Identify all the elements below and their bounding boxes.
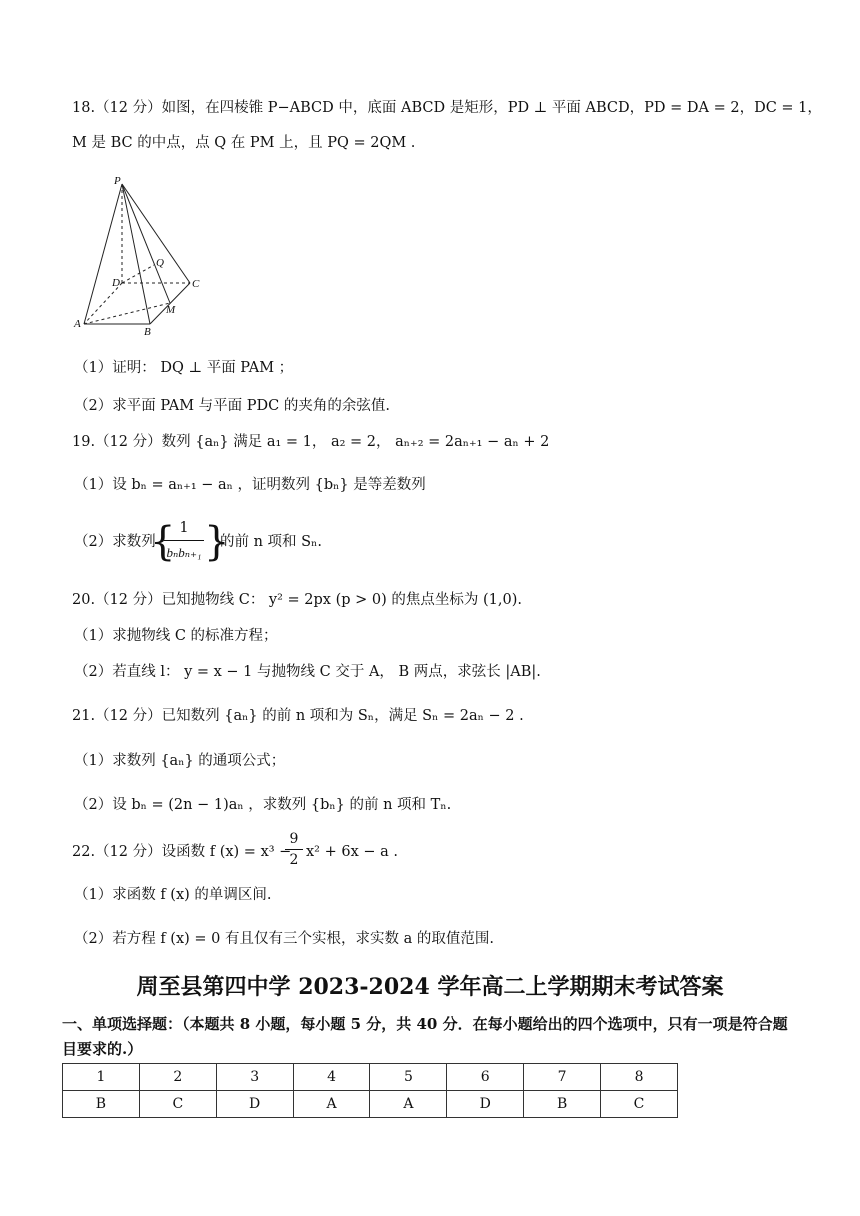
answer-title: 周至县第四中学 2023-2024 学年高二上学期期末考试答案: [136, 974, 724, 1000]
q20-part1: （1）求抛物线 C 的标准方程；: [74, 628, 278, 644]
q22-fraction: [285, 830, 303, 869]
answer-choice-cell: C: [601, 1091, 678, 1118]
q19-frac-den: bₙbₙ₊₁: [166, 545, 202, 560]
q18-part2: （2）求平面 PAM 与平面 PDC 的夹角的余弦值.: [74, 398, 390, 414]
label-c: C: [192, 278, 200, 290]
label-b: B: [144, 326, 151, 338]
answer-number-cell: 3: [216, 1064, 293, 1091]
q19-frac-bar: [164, 540, 204, 541]
q20-stem: 20.（12 分）已知抛物线 C： y² = 2px (p > 0) 的焦点坐标为 (1,0).: [72, 592, 522, 608]
answer-number-cell: 4: [293, 1064, 370, 1091]
q18-part1: （1）证明： DQ ⊥ 平面 PAM ；: [74, 360, 294, 376]
q21-part1: （1）求数列 {aₙ} 的通项公式；: [74, 753, 286, 769]
pyramid-figure: [70, 172, 210, 342]
answer-choice-cell: B: [524, 1091, 601, 1118]
q21-stem: 21.（12 分）已知数列 {aₙ} 的前 n 项和为 Sₙ，满足 Sₙ = 2aₙ − 2 .: [72, 708, 524, 724]
answer-number-cell: 2: [139, 1064, 216, 1091]
answer-number-cell: 5: [370, 1064, 447, 1091]
answer-choice-cell: D: [216, 1091, 293, 1118]
q22-part2: （2）若方程 f (x) = 0 有且仅有三个实根，求实数 a 的取值范围.: [74, 931, 494, 947]
q19-part2-suffix: 的前 n 项和 Sₙ.: [220, 534, 322, 550]
q19-brace-right: }: [204, 519, 230, 565]
answer-choice-cell: C: [139, 1091, 216, 1118]
answer-choice-cell: A: [293, 1091, 370, 1118]
answer-number-cell: 8: [601, 1064, 678, 1091]
answer-choice-row: [63, 1091, 678, 1118]
q19-part1: （1）设 bₙ = aₙ₊₁ − aₙ ，证明数列 {bₙ} 是等差数列: [74, 477, 426, 493]
q22-frac-bar: [285, 849, 303, 850]
q21-part2: （2）设 bₙ = (2n − 1)aₙ ，求数列 {bₙ} 的前 n 项和 Tₙ.: [74, 797, 452, 813]
q22-stem-suffix: x² + 6x − a .: [306, 844, 398, 860]
answer-table: [62, 1063, 678, 1118]
label-a: A: [74, 318, 81, 330]
q22-part1: （1）求函数 f (x) 的单调区间.: [74, 887, 272, 903]
q19-stem: 19.（12 分）数列 {aₙ} 满足 a₁ = 1， a₂ = 2， aₙ₊₂ = 2aₙ₊₁ − aₙ + 2: [72, 434, 550, 450]
q22-stem-prefix: 22.（12 分）设函数 f (x) = x³ −: [72, 844, 292, 860]
answer-number-row: [63, 1064, 678, 1091]
q19-fraction: [164, 518, 204, 563]
answer-choice-cell: B: [63, 1091, 140, 1118]
label-d: D: [112, 277, 120, 289]
answer-choice-cell: A: [370, 1091, 447, 1118]
answer-number-cell: 6: [447, 1064, 524, 1091]
label-m: M: [166, 304, 176, 316]
edge-am: [84, 303, 170, 324]
label-p: P: [114, 175, 121, 187]
edge-dq: [122, 265, 154, 283]
q22-frac-num: 9: [289, 831, 299, 847]
edge-pa: [84, 184, 122, 324]
q19-part2-prefix: （2）求数列: [74, 534, 156, 550]
answer-number-cell: 7: [524, 1064, 601, 1091]
section1-heading: 一、单项选择题：（本题共 8 小题，每小题 5 分，共 40 分．在每小题给出的四个选项中，只有一项是符合题目要求的.）: [62, 1015, 788, 1058]
q22-frac-den: 2: [289, 852, 299, 868]
answer-number-cell: 1: [63, 1064, 140, 1091]
q19-frac-num: 1: [179, 520, 189, 536]
label-q: Q: [156, 257, 164, 269]
q18-line1: 18.（12 分）如图，在四棱锥 P−ABCD 中，底面 ABCD 是矩形，PD ⊥ 平面 ABCD，PD = DA = 2，DC = 1，: [72, 100, 822, 116]
q19-brace-left: {: [150, 519, 176, 565]
answer-choice-cell: D: [447, 1091, 524, 1118]
q20-part2: （2）若直线 l： y = x − 1 与抛物线 C 交于 A， B 两点，求弦长 |AB|.: [74, 664, 541, 680]
q18-line2: M 是 BC 的中点，点 Q 在 PM 上，且 PQ = 2QM .: [72, 135, 416, 151]
